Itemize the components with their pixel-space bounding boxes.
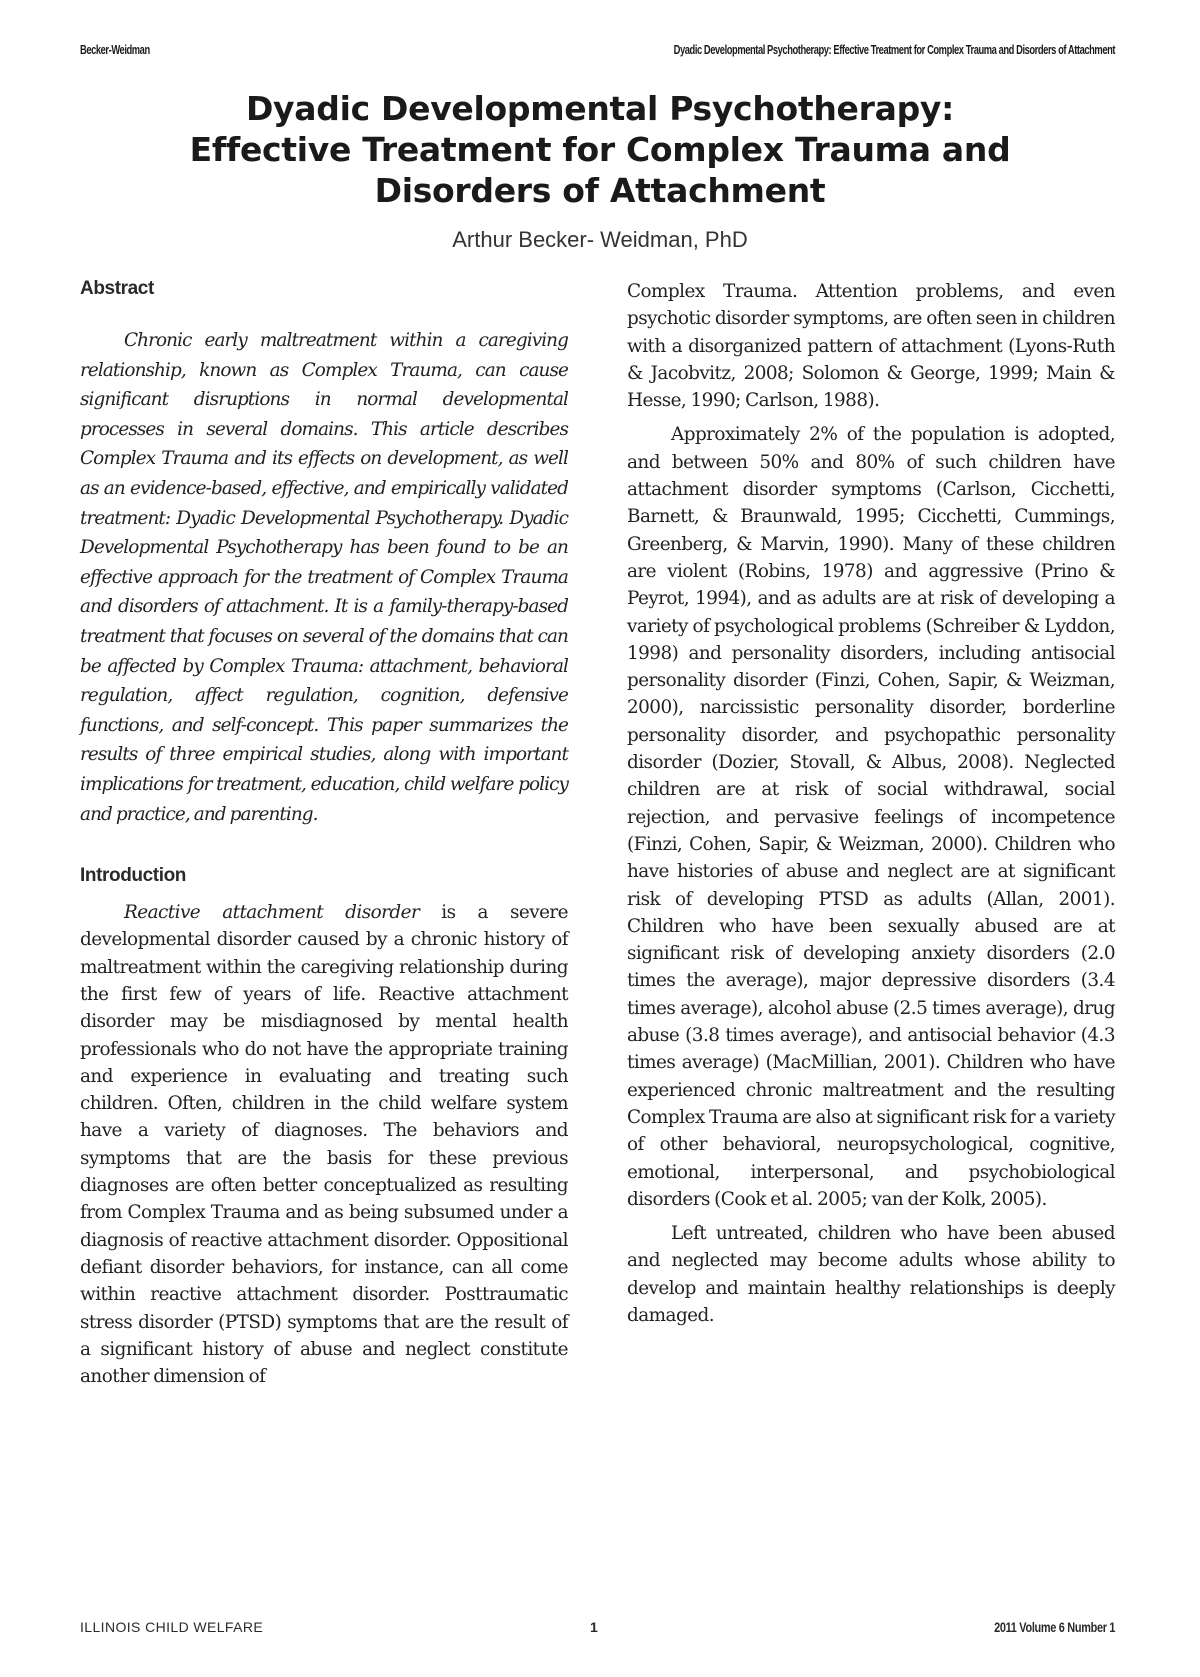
running-header-author: Becker-Weidman [80, 42, 150, 57]
footer-volume-info: 2011 Volume 6 Number 1 [993, 1619, 1115, 1635]
abstract-text: Chronic early maltreatment within a caregiving relationship, known as Complex Trauma, can cause significant disruptions in normal developmental processes in several domains. This article describes Complex Trauma and its effects on development, as well as an evidence-based, effective, and empirically validated treatment: Dyadic Developmental Psychotherapy. Dyadic Developmental Psychotherapy has been found to be an effective approach for the treatment of Complex Trauma and disorders of attachment. It is a family-therapy-based treatment that focuses on several of the domains that can be affected by Complex Trauma: attachment, behavioral regulation, affect regulation, cognition, defensive functions, and self-concept. This paper summarizes the results of three empirical studies, along with important implications for treatment, education, child welfare policy and practice, and parenting. [80, 330, 568, 825]
title-block [80, 88, 1120, 253]
introduction-paragraph-1-continued: Complex Trauma. Attention problems, and even psychotic disorder symptoms, are often seen in children with a disorganized pattern of attachment (Lyons-Ruth & Jacobvitz, 2008; Solomon & George, 1999; Main & Hesse, 1990; Carlson, 1988). [627, 281, 1115, 412]
left-column [80, 278, 568, 1390]
right-column [627, 278, 1115, 1329]
introduction-heading: Introduction [80, 865, 187, 887]
footer-journal-name: ILLINOIS CHILD WELFARE [80, 1619, 264, 1635]
paper-title [80, 88, 1120, 211]
abstract-heading: Abstract [80, 278, 154, 299]
introduction-paragraph-2: Approximately 2% of the population is adopted, and between 50% and 80% of such children have attachment disorder symptoms (Carlson, Cicchetti, Barnett, & Braunwald, 1995; Cicchetti, Cummings, Greenberg, & Marvin, 1990). Many of these children are violent (Robins, 1978) and aggressive (Prino & Peyrot, 1994), and as adults are at risk of developing a variety of psychological problems (Schreiber & Lyddon, 1998) and personality disorders, including antisocial personality disorder (Finzi, Cohen, Sapir, & Weizman, 2000), narcissistic personality disorder, borderline personality disorder, and psychopathic personality disorder (Dozier, Stovall, & Albus, 2008). Neglected children are at risk of social withdrawal, social rejection, and pervasive feelings of incompetence (Finzi, Cohen, Sapir, & Weizman, 2000). Children who have histories of abuse and neglect are at significant risk of developing PTSD as adults (Allan, 2001). Children who have been sexually abused are at significant risk of developing anxiety disorders (2.0 times the average), major depressive disorders (3.4 times average), alcohol abuse (2.5 times average), drug abuse (3.8 times average), and antisocial behavior (4.3 times average) (MacMillian, 2001). Children who have experienced chronic maltreatment and the resulting Complex Trauma are also at significant risk for a variety of other behavioral, neuropsychological, cognitive, emotional, interpersonal, and psychobiological disorders (Cook et al. 2005; van der Kolk, 2005). [627, 424, 1115, 1210]
introduction-paragraph-1 [80, 899, 568, 1390]
introduction-lead-term: Reactive attachment disorder [124, 902, 420, 924]
introduction-paragraph-3: Left untreated, children who have been abused and neglected may become adults whose ability to develop and maintain healthy relationships is deeply damaged. [627, 1223, 1115, 1326]
footer-page-number: 1 [590, 1619, 598, 1635]
author-name: Arthur Becker- Weidman, PhD [452, 227, 748, 252]
running-header-title: Dyadic Developmental Psychotherapy: Effective Treatment for Complex Trauma and Disorders of Attachment [673, 42, 1115, 57]
page-footer [80, 1619, 1115, 1637]
running-header [80, 42, 1115, 62]
paper-title-line-3: Disorders of Attachment [374, 171, 826, 210]
introduction-paragraph-1-text: is a severe developmental disorder caused by a chronic history of maltreatment within the caregiving relationship during the first few of years of life. Reactive attachment disorder may be misdiagnosed by mental health professionals who do not have the appropriate training and experience in evaluating and treating such children. Often, children in the child welfare system have a variety of diagnoses. The behaviors and symptoms that are the basis for these previous diagnoses are often better conceptualized as resulting from Complex Trauma and as being subsumed under a diagnosis of reactive attachment disorder. Oppositional defiant disorder behaviors, for instance, can all come within reactive attachment disorder. Posttraumatic stress disorder (PTSD) symptoms that are the result of a significant history of abuse and neglect constitute another dimension of [80, 902, 568, 1388]
paper-title-line-2: Effective Treatment for Complex Trauma and [189, 130, 1011, 169]
paper-title-line-1: Dyadic Developmental Psychotherapy: [245, 89, 955, 128]
